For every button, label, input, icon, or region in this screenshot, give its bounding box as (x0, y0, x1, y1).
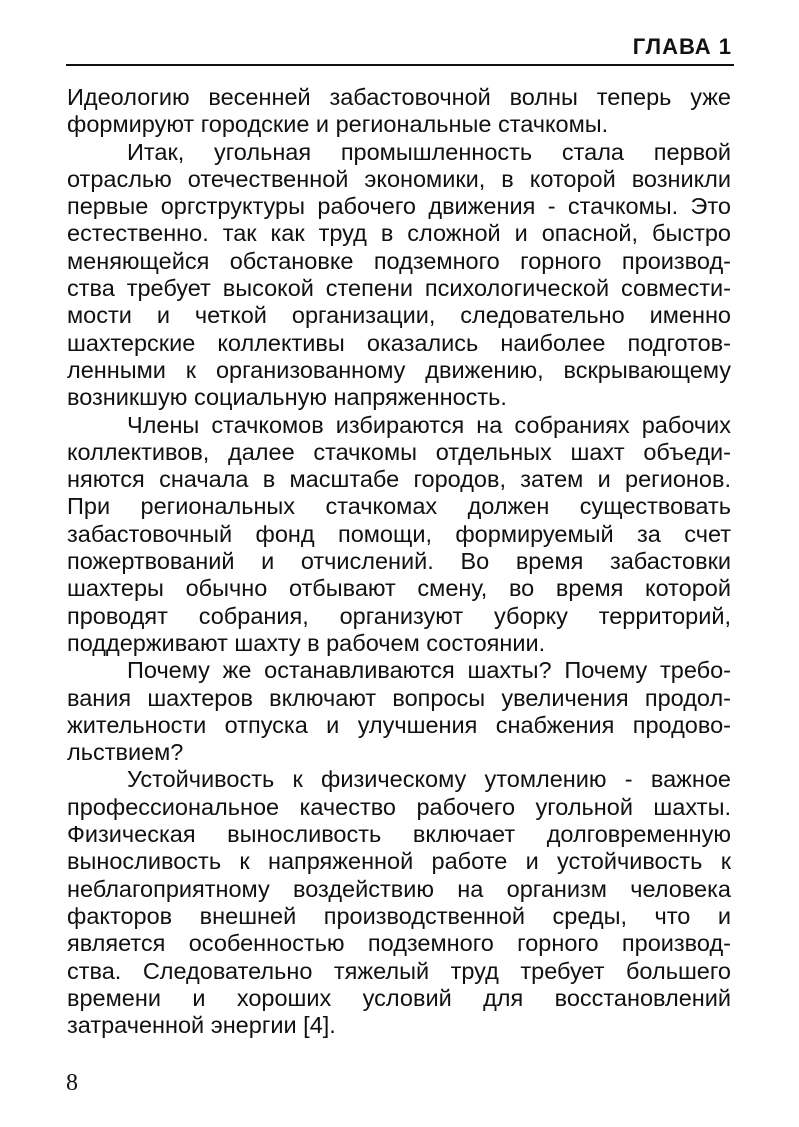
paragraph (67, 766, 731, 1039)
paragraph (67, 657, 731, 766)
text-line: шахтерские коллективы оказались наиболее подготов- (67, 329, 731, 356)
text-line: ства требует высокой степени психологической совмести- (67, 275, 731, 302)
text-line: проводят собрания, организуют уборку территорий, (67, 602, 731, 629)
text-line: ленными к организованному движению, вскрывающему (67, 356, 731, 383)
text-line: профессиональное качество рабочего угольной шахты. (67, 793, 731, 820)
body-text (67, 84, 731, 1039)
text-line: времени и хороших условий для восстановлений (67, 984, 731, 1011)
text-line: выносливость к напряженной работе и устойчивость к (67, 848, 731, 875)
text-line: меняющейся обстановке подземного горного производ- (67, 247, 731, 274)
text-line: шахтеры обычно отбывают смену, во время которой (67, 575, 731, 602)
page-number: 8 (66, 1070, 78, 1096)
text-line: Члены стачкомов избираются на собраниях рабочих (127, 411, 731, 438)
text-line: няются сначала в масштабе городов, затем и регионов. (67, 466, 731, 493)
text-line: коллективов, далее стачкомы отдельных шахт объеди- (67, 438, 731, 465)
running-head (66, 34, 734, 66)
text-line: отраслью отечественной экономики, в которой возникли (67, 165, 731, 192)
text-line: Почему же останавливаются шахты? Почему требо- (127, 657, 731, 684)
text-line: пожертвований и отчислений. Во время забастовки (67, 548, 731, 575)
text-line: жительности отпуска и улучшения снабжения продово- (67, 711, 731, 738)
chapter-label: ГЛАВА 1 (632, 34, 732, 59)
text-line: Устойчивость к физическому утомлению - важное (127, 766, 731, 793)
text-line: Итак, угольная промышленность стала первой (127, 138, 731, 165)
text-line: Идеологию весенней забастовочной волны теперь уже (67, 84, 731, 110)
text-line: поддерживают шахту в рабочем состоянии. (67, 629, 546, 656)
text-line: является особенностью подземного горного производ- (67, 930, 731, 957)
text-line: ства. Следовательно тяжелый труд требует большего (67, 957, 731, 984)
text-line: При региональных стачкомах должен существовать (67, 493, 731, 520)
text-line: затраченной энергии [4]. (67, 1012, 336, 1039)
text-line: Физическая выносливость включает долговременную (67, 821, 731, 848)
text-line: возникшую социальную напряженность. (67, 384, 507, 411)
paragraph (67, 412, 731, 658)
text-line: формируют городские и региональные стачкомы. (67, 111, 609, 138)
text-line: естественно. так как труд в сложной и опасной, быстро (67, 220, 731, 247)
text-line: вания шахтеров включают вопросы увеличения продол- (67, 684, 731, 711)
paragraph (67, 139, 731, 412)
text-line: мости и четкой организации, следовательно именно (67, 302, 731, 329)
text-line: забастовочный фонд помощи, формируемый за счет (67, 520, 731, 547)
text-line: льствием? (67, 739, 184, 766)
text-line: неблагоприятному воздействию на организм человека (67, 875, 731, 902)
text-line: первые оргструктуры рабочего движения - стачкомы. Это (67, 193, 731, 220)
text-line: факторов внешней производственной среды, что и (67, 902, 731, 929)
paragraph (67, 84, 731, 139)
